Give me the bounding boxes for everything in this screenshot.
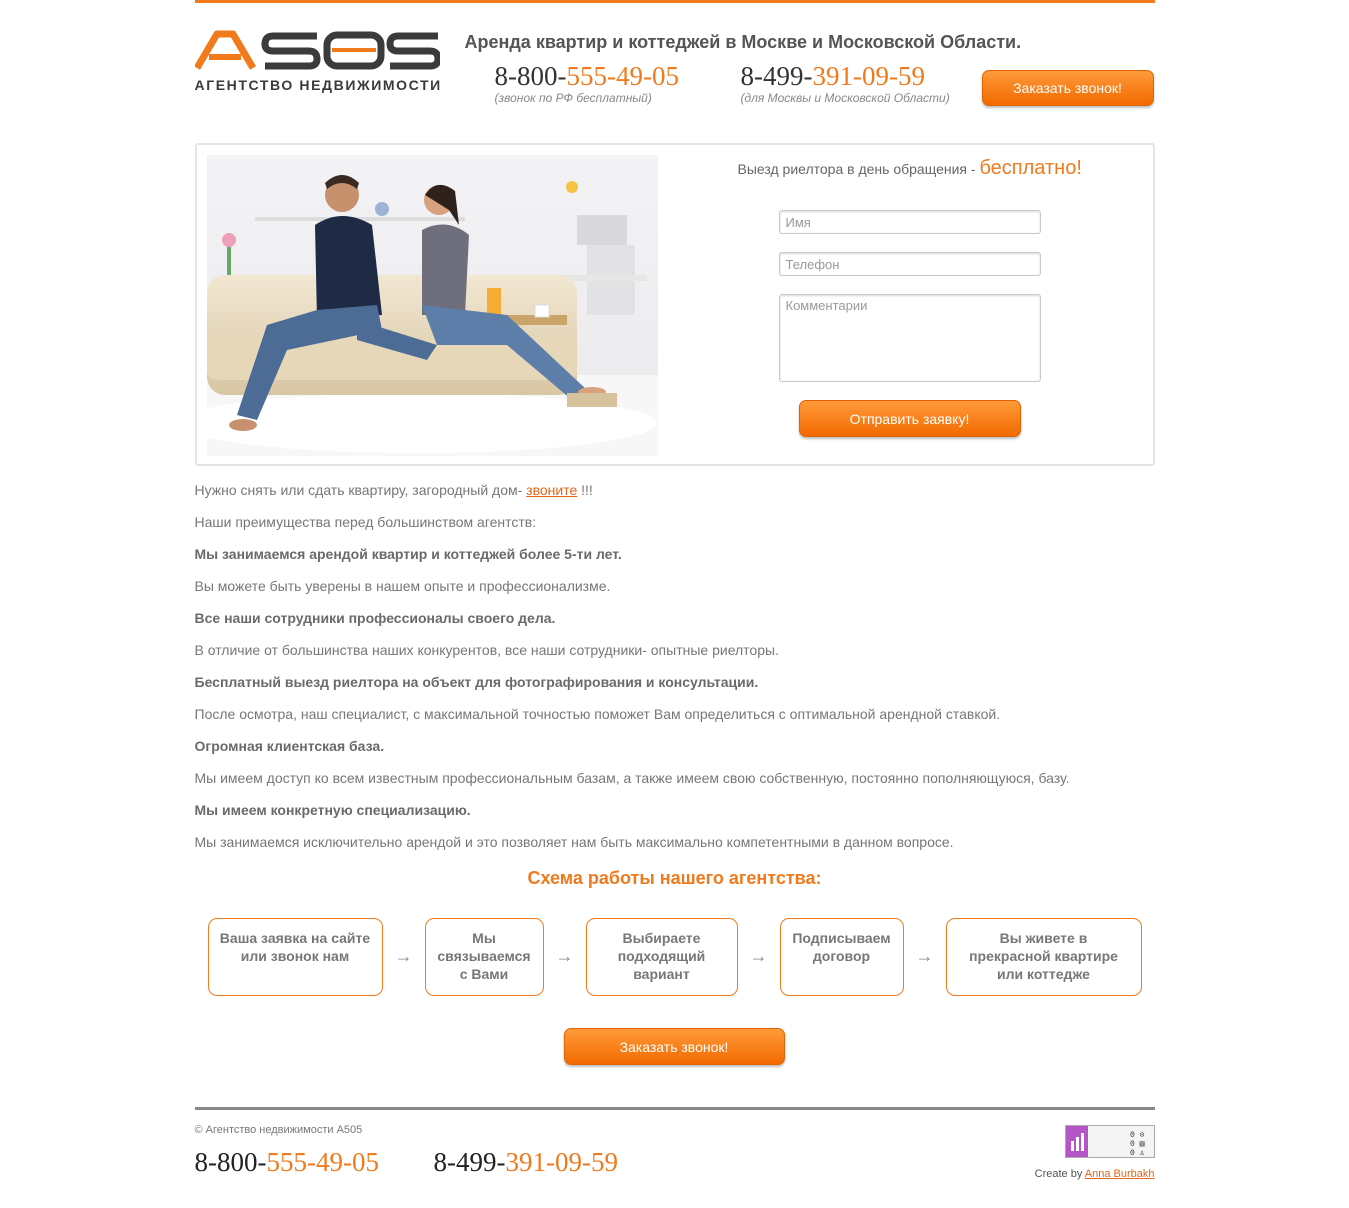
phone-number: 555-49-05 [266, 1147, 379, 1177]
arrow-icon: → [555, 946, 574, 966]
advantage-text: После осмотра, наш специалист, с максимальной точностью поможет Вам определиться с оптимальной арендной ставкой. [194, 706, 1001, 722]
advantage-title: Огромная клиентская база. [194, 738, 385, 754]
intro-text: Нужно снять или сдать квартиру, загородный дом- [194, 482, 527, 498]
svg-text:0 ▤: 0 ▤ [1129, 1140, 1144, 1149]
advantage-title: Все наши сотрудники профессионалы своего дела. [194, 610, 556, 626]
comment-field[interactable] [779, 294, 1041, 382]
promo-free: бесплатно! [979, 157, 1082, 179]
svg-text:0 ♙: 0 ♙ [1129, 1149, 1144, 1157]
phone-prefix: 8-499- [740, 61, 813, 91]
phone-number: 391-09-59 [505, 1147, 618, 1177]
phone-note: (звонок по РФ бесплатный) [494, 91, 652, 105]
advantage-text: Мы занимаемся исключительно арендой и это позволяет нам быть максимально компетентными в данном вопросе. [194, 834, 954, 850]
scheme-step-live [946, 918, 1142, 996]
step-line: прекрасной квартире [969, 948, 1118, 964]
intro-tail: !!! [577, 482, 593, 498]
scheme-step-request [208, 918, 383, 996]
phone-moscow[interactable] [741, 60, 950, 92]
submit-request-button[interactable]: Отправить заявку! [799, 400, 1021, 437]
phone-prefix: 8-800- [194, 1147, 267, 1177]
advantage-title: Мы занимаемся арендой квартир и коттеджей более 5-ти лет. [194, 546, 622, 562]
top-accent-bar [195, 0, 1155, 3]
name-field[interactable] [779, 210, 1041, 234]
author-link[interactable]: Anna Burbakh [1084, 1168, 1155, 1180]
arrow-icon: → [749, 946, 768, 966]
intro-paragraph [195, 482, 593, 498]
step-line: вариант [633, 966, 690, 982]
advantage-text: В отличие от большинства наших конкурентов, все наши сотрудники- опытные риелторы. [194, 642, 779, 658]
couple-on-sofa-illustration [207, 155, 658, 456]
step-line: Подписываем [792, 930, 891, 946]
phone-field[interactable] [779, 252, 1041, 276]
credit-prefix: Create by [1034, 1168, 1085, 1180]
advantage-title: Мы имеем конкретную специализацию. [194, 802, 471, 818]
phone-prefix: 8-499- [433, 1147, 506, 1177]
logo-subtitle: АГЕНТСТВО НЕДВИЖИМОСТИ [194, 77, 442, 93]
phone-block-moscow [741, 60, 950, 105]
scheme-callback-button[interactable]: Заказать звонок! [564, 1028, 785, 1065]
step-line: Вы живете в [999, 930, 1088, 946]
scheme-title: Схема работы нашего агентства: [527, 868, 822, 888]
logo-mark [195, 30, 440, 70]
phone-federal[interactable] [495, 60, 679, 92]
arrow-icon: → [915, 946, 934, 966]
promo-text [738, 157, 1082, 180]
phone-number: 391-09-59 [812, 61, 925, 91]
scheme-step-contact [425, 918, 544, 996]
logo[interactable] [195, 30, 440, 94]
hero-photo [207, 155, 658, 456]
promo-label: Выезд риелтора в день обращения - [737, 161, 980, 177]
counter-icon [1066, 1126, 1154, 1157]
hero-section [195, 143, 1155, 466]
step-line: Выбираете [622, 930, 701, 946]
call-link[interactable]: звоните [526, 482, 578, 498]
footer-divider [195, 1107, 1155, 1110]
header-callback-button[interactable]: Заказать звонок! [982, 70, 1154, 106]
advantage-title: Бесплатный выезд риелтора на объект для фотографирования и консультации. [194, 674, 759, 690]
step-line: или звонок нам [240, 948, 350, 964]
scheme-step-contract [780, 918, 904, 996]
svg-text:0 ⊙: 0 ⊙ [1129, 1131, 1144, 1140]
footer-phone-moscow[interactable] [434, 1147, 618, 1178]
scheme-step-choose [586, 918, 738, 996]
phone-prefix: 8-800- [494, 61, 567, 91]
footer-phone-federal[interactable] [195, 1147, 379, 1178]
phone-block-federal [495, 60, 679, 105]
visit-counter-widget[interactable] [1065, 1125, 1155, 1158]
advantage-text: Мы имеем доступ ко всем известным профессиональным базам, а также имеем свою собственную, постоянно пополняющуюся, базу. [194, 770, 1070, 786]
step-line: Ваша заявка на сайте [219, 930, 371, 946]
page [195, 0, 1155, 1208]
step-line: или коттедже [997, 966, 1090, 982]
footer-copyright: © Агентство недвижимости А505 [194, 1124, 363, 1136]
footer-credit [1035, 1168, 1155, 1180]
advantages-title: Наши преимущества перед большинством агентств: [194, 514, 537, 530]
step-line: связываемся [437, 948, 531, 964]
phone-number: 555-49-05 [566, 61, 679, 91]
header-tagline: Аренда квартир и коттеджей в Москве и Московской Области. [464, 32, 1022, 52]
step-line: Мы [472, 930, 496, 946]
step-line: с Вами [459, 966, 509, 982]
arrow-icon: → [394, 946, 413, 966]
step-line: договор [812, 948, 871, 964]
step-line: подходящий [617, 948, 706, 964]
advantage-text: Вы можете быть уверены в нашем опыте и профессионализме. [194, 578, 611, 594]
phone-note: (для Москвы и Московской Области) [740, 91, 950, 105]
